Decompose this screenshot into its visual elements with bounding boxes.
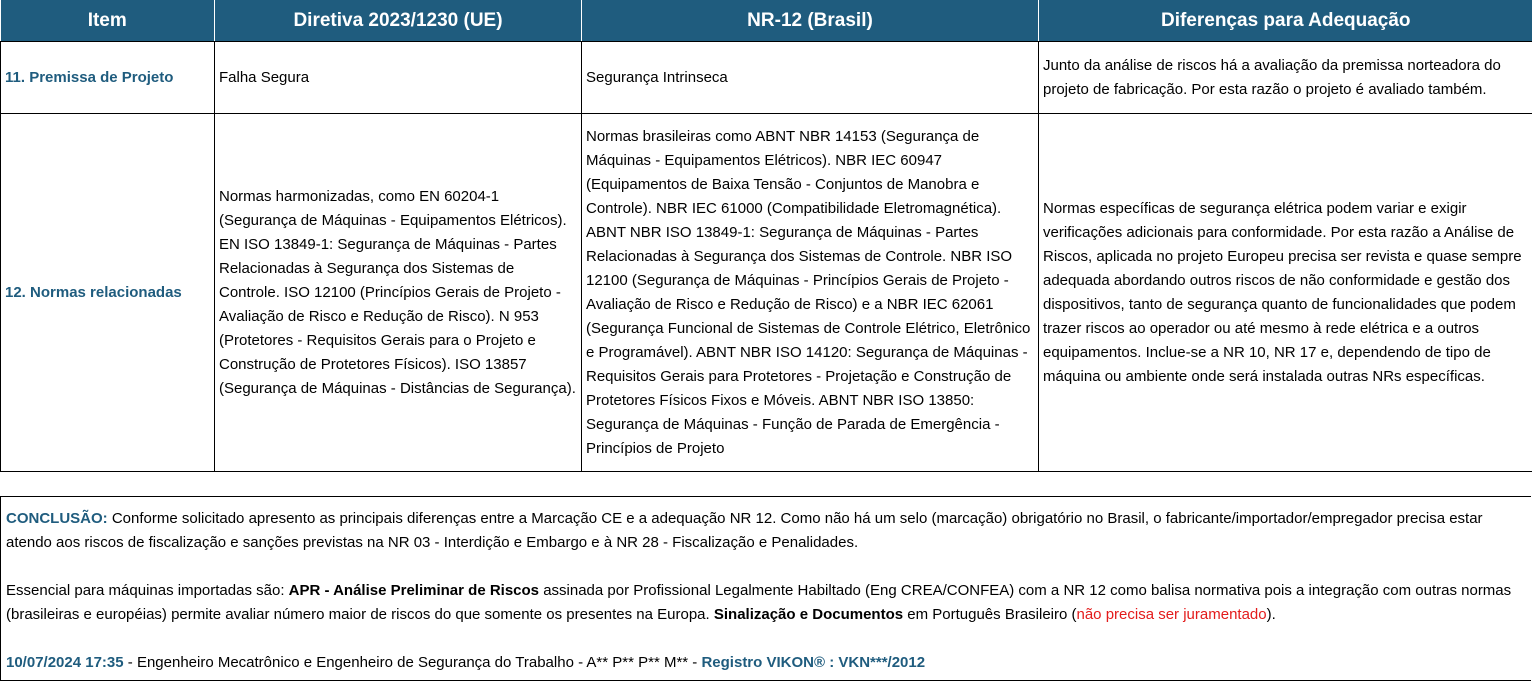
essential-lang: em Português Brasileiro ( <box>903 606 1077 623</box>
row-diff-cell: Junto da análise de riscos há a avaliação da premissa norteadora do projeto de fabricação. Por esta razão o projeto é avaliado também. <box>1039 42 1532 114</box>
signage-emphasis: Sinalização e Documentos <box>713 606 904 623</box>
row-item-label: 11. Premissa de Projeto <box>1 42 215 114</box>
row-ue-cell: Normas harmonizadas, como EN 60204-1 (Segurança de Máquinas - Equipamentos Elétricos). EN ISO 13849-1: Segurança de Máquinas - Partes Relacionadas à Segurança dos Sistemas de Controle. ISO 12100 (Princípios Gerais de Projeto - Avaliação de Risco e Redução de Risco). N 953 (Protetores - Requisitos Gerais para o Projeto e Construção de Protetores Físicos). ISO 13857 (Segurança de Máquinas - Distâncias de Segurança). <box>215 114 582 472</box>
essential-intro: Essencial para máquinas importadas são: <box>6 582 289 599</box>
signature-author: - Engenheiro Mecatrônico e Engenheiro de Segurança do Trabalho - A** P** P** M** - <box>123 654 702 671</box>
header-directive-ue: Diretiva 2023/1230 (UE) <box>215 0 582 42</box>
essential-end: ). <box>1266 606 1276 623</box>
row-br-cell: Normas brasileiras como ABNT NBR 14153 (Segurança de Máquinas - Equipamentos Elétricos). NBR IEC 60947 (Equipamentos de Baixa Tensão - Conjuntos de Manobra e Controle). NBR IEC 61000 (Compatibilidade Eletromagnética). ABNT NBR ISO 13849-1: Segurança de Máquinas - Partes Relacionadas à Segurança dos Sistemas de Controle. NBR ISO 12100 (Segurança de Máquinas - Princípios Gerais de Projeto - Avaliação de Risco e Redução de Risco) e a NBR IEC 62061 (Segurança Funcional de Sistemas de Controle Elétrico, Eletrônico e Programável). ABNT NBR ISO 14120: Segurança de Máquinas - Requisitos Gerais para Protetores - Projetação e Construção de Protetores Físicos Fixos e Móveis. ABNT NBR ISO 13850: Segurança de Máquinas - Função de Parada de Emergência - Princípios de Projeto <box>582 114 1039 472</box>
row-br-cell: Segurança Intrinseca <box>582 42 1039 114</box>
conclusion-text: Conforme solicitado apresento as principais diferenças entre a Marcação CE e a adequação NR 12. Como não há um selo (marcação) obrigatório no Brasil, o fabricante/importador/empregador precisa estar atendo aos riscos de fiscalização e sanções previstas na NR 03 - Interdição e Embargo e à NR 28 - Fiscalização e Penalidades. <box>6 510 1483 551</box>
signature-date: 10/07/2024 17:35 <box>6 654 124 671</box>
signature-line <box>6 651 1526 675</box>
table-header-row <box>1 0 1532 42</box>
conclusion-label: CONCLUSÃO: <box>6 510 108 527</box>
row-diff-cell: Normas específicas de segurança elétrica podem variar e exigir verificações adicionais para conformidade. Por esta razão a Análise de Riscos, aplicada no projeto Europeu precisa ser revista e quase sempre adequada abordando outros riscos de não conformidade e gestão dos dispositivos, tanto de segurança quanto de funcionalidades que podem trazer riscos ao operador ou até mesmo à rede elétrica e a outros equipamentos. Inclue-se a NR 10, NR 17 e, dependendo de tipo de máquina ou ambiente onde será instalada outras NRs específicas. <box>1039 114 1532 472</box>
header-nr12-brasil: NR-12 (Brasil) <box>582 0 1039 42</box>
header-item: Item <box>1 0 215 42</box>
warning-note: não precisa ser juramentado <box>1076 606 1267 623</box>
header-differences: Diferenças para Adequação <box>1039 0 1532 42</box>
table-row <box>1 42 1532 114</box>
signature-registration: Registro VIKON® : VKN***/2012 <box>701 654 926 671</box>
row-ue-cell: Falha Segura <box>215 42 582 114</box>
conclusion-paragraph <box>6 507 1526 555</box>
apr-emphasis: APR - Análise Preliminar de Riscos <box>288 582 540 599</box>
row-item-label: 12. Normas relacionadas <box>1 114 215 472</box>
essential-body: assinada por Profissional Legalmente Habiltado (Eng CREA/CONFEA) com a NR 12 como balisa normativa pois a integração com outras normas (brasileiras e européias) permite avaliar número maior de riscos do que somente os presentes na Europa. <box>6 582 1512 623</box>
conclusion-box <box>0 496 1531 681</box>
essential-paragraph <box>6 579 1526 627</box>
table-row <box>1 114 1532 472</box>
